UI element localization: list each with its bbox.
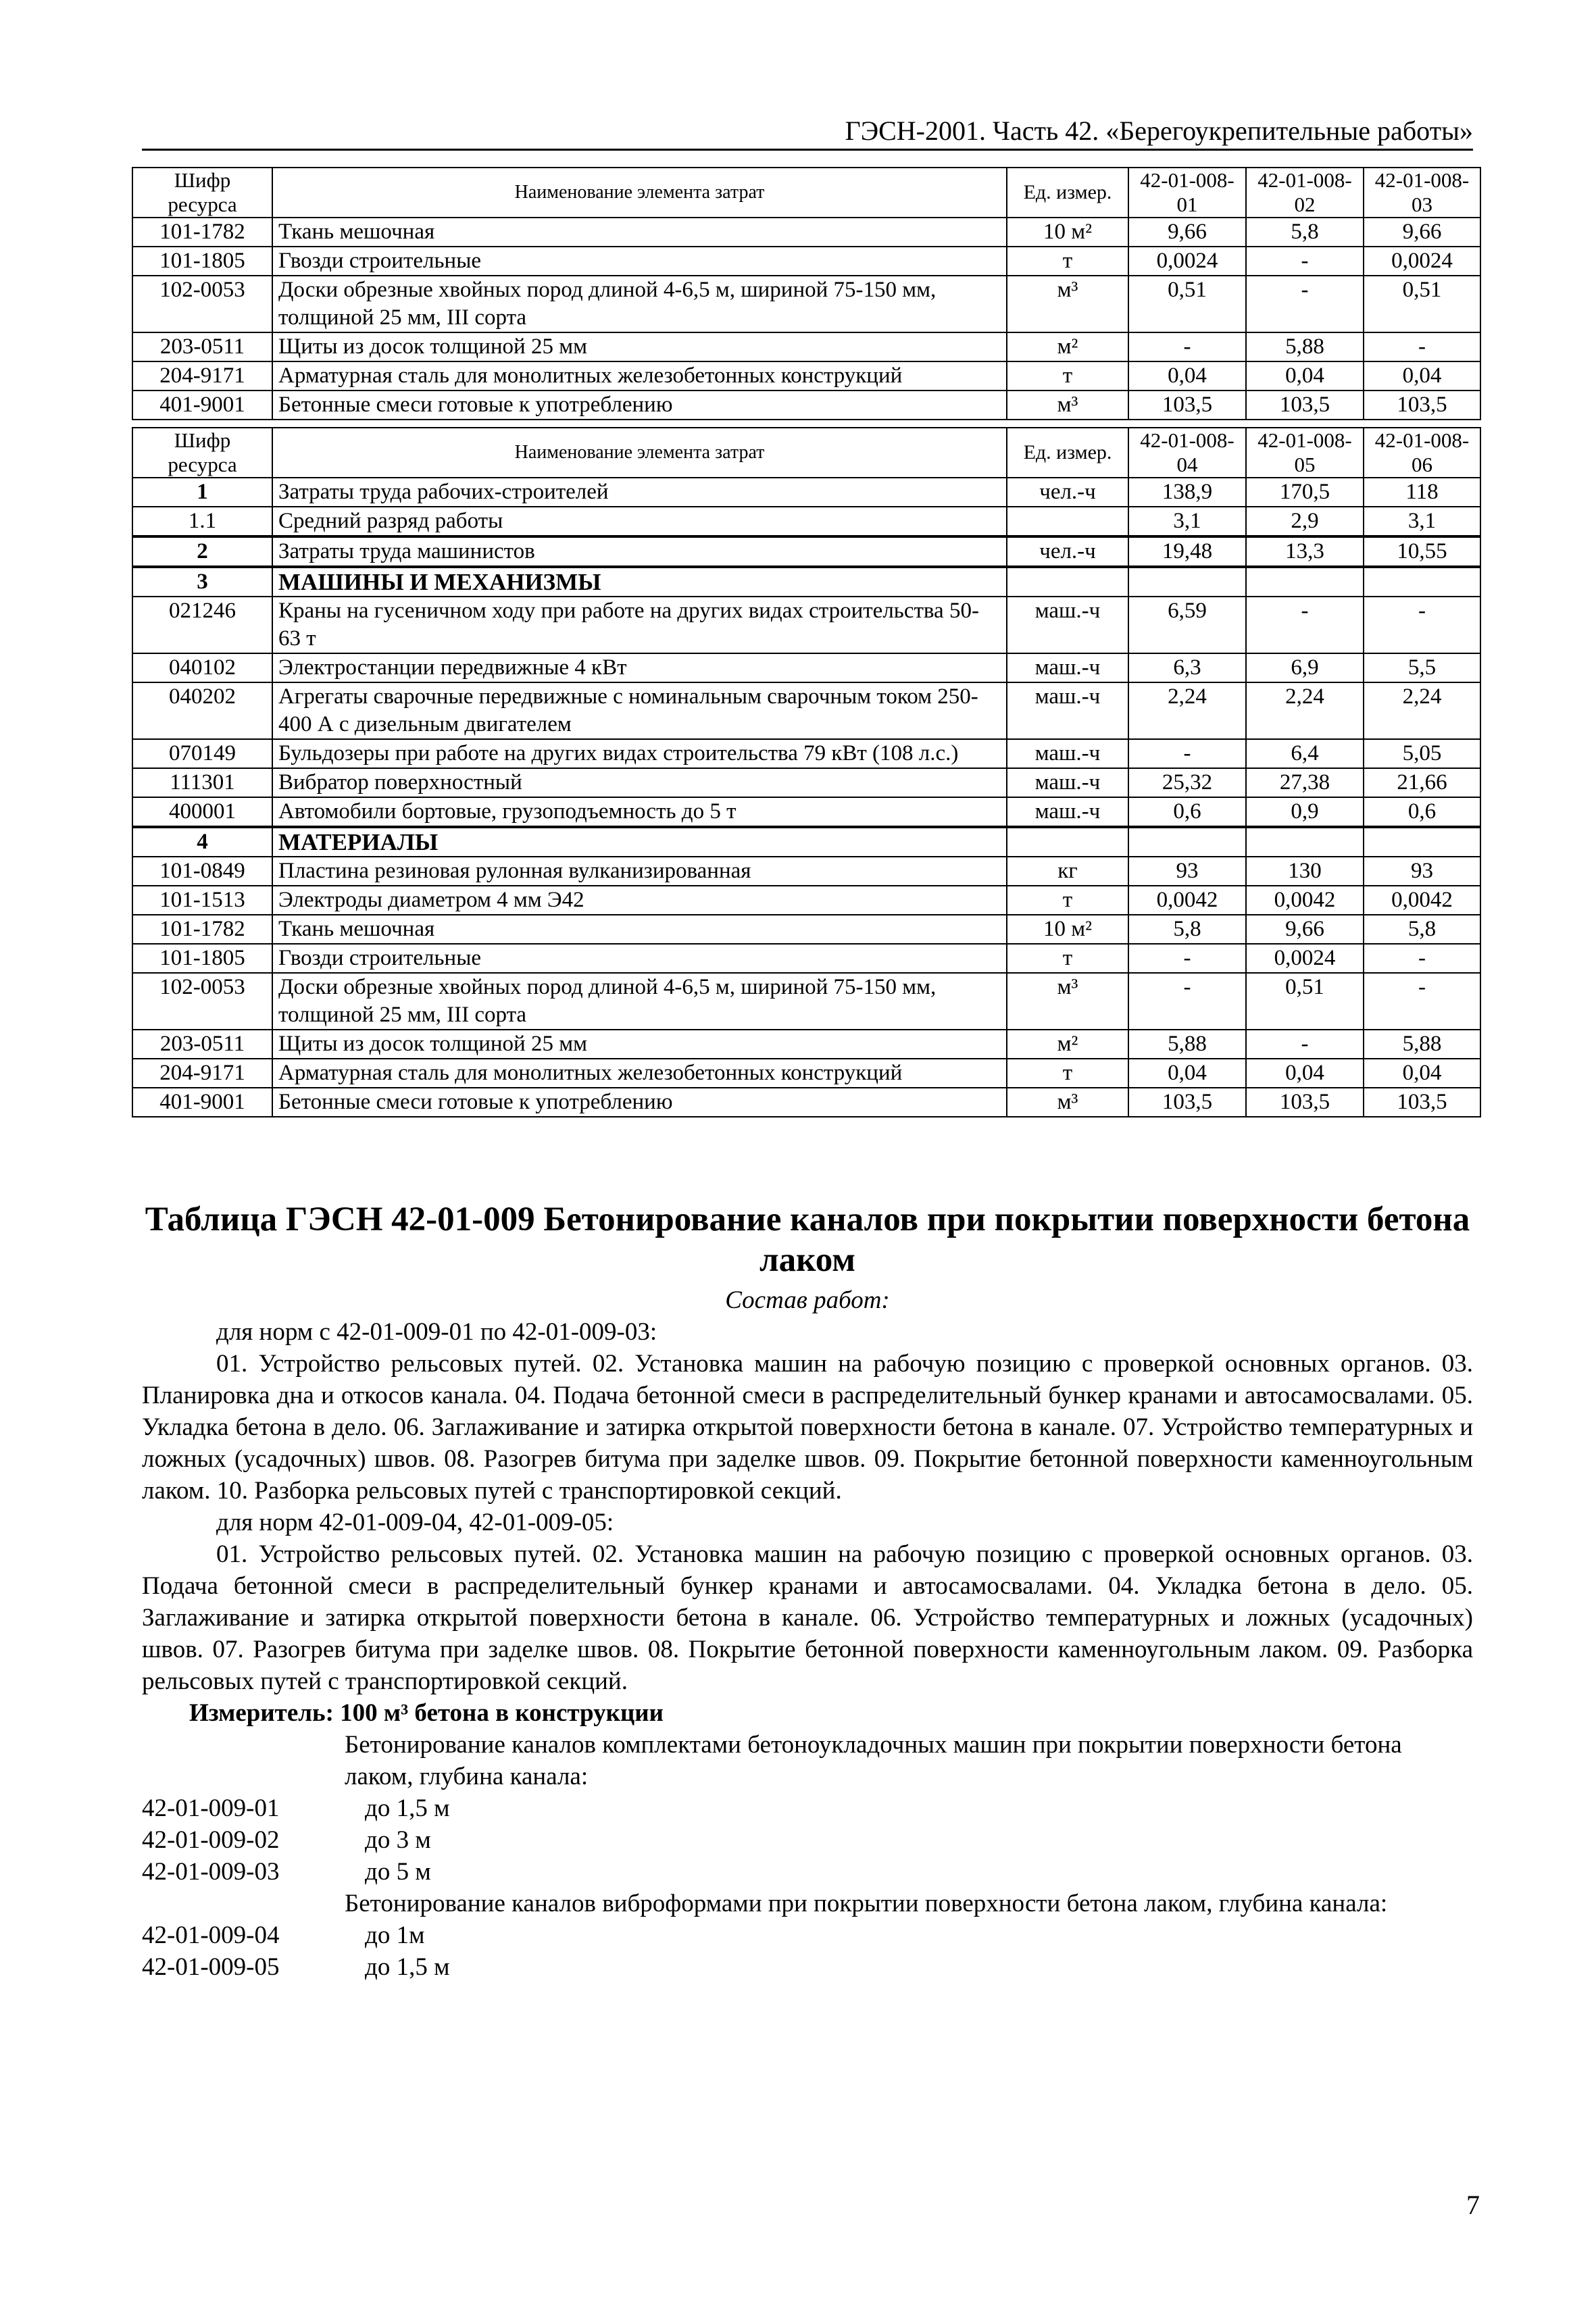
resource-code: 040202 <box>132 682 272 739</box>
value-col-2: 6,4 <box>1246 739 1364 768</box>
value-col-3: 3,1 <box>1364 507 1480 536</box>
resource-name: Электроды диаметром 4 мм Э42 <box>272 886 1007 915</box>
variant-code: 42-01-009-05 <box>142 1953 280 1981</box>
table-row <box>132 944 1480 973</box>
resource-code: 2 <box>132 536 272 567</box>
norms-1-lead: для норм с 42-01-009-01 по 42-01-009-03: <box>216 1318 657 1346</box>
header-norm-col-2: 42-01-008-02 <box>1246 168 1364 218</box>
section-row <box>132 827 1480 857</box>
resource-code: 102-0053 <box>132 973 272 1030</box>
header-unit: Ед. измер. <box>1007 168 1128 218</box>
value-col-2: 2,9 <box>1246 507 1364 536</box>
group-2-description: Бетонирование каналов виброформами при покрытии поверхности бетона лаком, глубина канала: <box>345 1890 1388 1917</box>
value-col-1: 6,59 <box>1128 597 1246 653</box>
value-col-2: 103,5 <box>1246 1088 1364 1117</box>
value-col-3: 21,66 <box>1364 768 1480 797</box>
resource-code: 203-0511 <box>132 1030 272 1059</box>
value-col-3: 0,04 <box>1364 361 1480 391</box>
table-row <box>132 653 1480 682</box>
group-2-list <box>142 1919 1473 1983</box>
page-number: 7 <box>1466 2190 1480 2220</box>
header-norm-col-3: 42-01-008-06 <box>1364 428 1480 478</box>
header-norm-col-1: 42-01-008-04 <box>1128 428 1246 478</box>
resource-unit: 10 м² <box>1007 218 1128 247</box>
header-name: Наименование элемента затрат <box>272 428 1007 478</box>
value-col-1: 103,5 <box>1128 391 1246 420</box>
variant-value: до 5 м <box>365 1858 431 1886</box>
resource-code: 1 <box>132 478 272 507</box>
variant-item <box>142 1792 1473 1824</box>
value-col-3: 103,5 <box>1364 391 1480 420</box>
resource-name: МАТЕРИАЛЫ <box>272 827 1007 857</box>
resource-unit <box>1007 507 1128 536</box>
resource-unit: м³ <box>1007 973 1128 1030</box>
value-col-3 <box>1364 827 1480 857</box>
norm-section <box>142 1199 1473 1983</box>
value-col-1: 103,5 <box>1128 1088 1246 1117</box>
table-row <box>132 797 1480 827</box>
resource-code: 401-9001 <box>132 391 272 420</box>
variant-item <box>142 1856 1473 1888</box>
resource-name: Щиты из досок толщиной 25 мм <box>272 332 1007 361</box>
resource-unit: м² <box>1007 332 1128 361</box>
section-row <box>132 567 1480 597</box>
header-norm-col-3: 42-01-008-03 <box>1364 168 1480 218</box>
value-col-1: 6,3 <box>1128 653 1246 682</box>
value-col-1: 0,0024 <box>1128 247 1246 276</box>
value-col-3: 0,6 <box>1364 797 1480 827</box>
value-col-2: - <box>1246 276 1364 332</box>
table-row <box>132 1088 1480 1117</box>
resource-unit <box>1007 567 1128 597</box>
value-col-2: 5,88 <box>1246 332 1364 361</box>
header-norm-col-2: 42-01-008-05 <box>1246 428 1364 478</box>
value-col-1: 0,0042 <box>1128 886 1246 915</box>
resource-name: Доски обрезные хвойных пород длиной 4-6,5 м, шириной 75-150 мм, толщиной 25 мм, III сорта <box>272 973 1007 1030</box>
resource-name: Затраты труда рабочих-строителей <box>272 478 1007 507</box>
table-header-row <box>132 428 1480 478</box>
resource-unit: м³ <box>1007 1088 1128 1117</box>
resource-name: Агрегаты сварочные передвижные с номинальным сварочным током 250-400 А с дизельным двигателем <box>272 682 1007 739</box>
value-col-2: 2,24 <box>1246 682 1364 739</box>
resource-unit: маш.-ч <box>1007 797 1128 827</box>
value-col-3: 5,5 <box>1364 653 1480 682</box>
value-col-1: 0,04 <box>1128 361 1246 391</box>
resource-name: Затраты труда машинистов <box>272 536 1007 567</box>
resource-name: Бульдозеры при работе на других видах строительства 79 кВт (108 л.с.) <box>272 739 1007 768</box>
resource-unit: чел.-ч <box>1007 478 1128 507</box>
resource-name: Средний разряд работы <box>272 507 1007 536</box>
resource-code: 401-9001 <box>132 1088 272 1117</box>
resource-code: 400001 <box>132 797 272 827</box>
value-col-2 <box>1246 567 1364 597</box>
table-row <box>132 218 1480 247</box>
value-col-1: 5,88 <box>1128 1030 1246 1059</box>
table-row <box>132 1059 1480 1088</box>
norms-1-text: 01. Устройство рельсовых путей. 02. Установка машин на рабочую позицию с проверкой основных органов. 03. Планировка дна и откосов канала. 04. Подача бетонной смеси в распределительный бункер кранами и автосамосвалами. 05. Укладка бетона в дело. 06. Заглаживание и затирка открытой поверхности бетона в канале. 07. Устройство температурных и ложных (усадочных) швов. 08. Разогрев битума при заделке швов. 09. Покрытие бетонной поверхности каменноугольным лаком. 10. Разборка рельсовых путей с транспортировкой секций. <box>142 1350 1473 1505</box>
resource-unit: т <box>1007 361 1128 391</box>
resource-unit: маш.-ч <box>1007 597 1128 653</box>
variant-code: 42-01-009-02 <box>142 1826 280 1854</box>
resource-unit: маш.-ч <box>1007 653 1128 682</box>
resource-name: Пластина резиновая рулонная вулканизированная <box>272 857 1007 886</box>
value-col-2: 27,38 <box>1246 768 1364 797</box>
value-col-2: 0,04 <box>1246 1059 1364 1088</box>
value-col-2: - <box>1246 597 1364 653</box>
table-row <box>132 478 1480 507</box>
table-row <box>132 739 1480 768</box>
resource-unit: т <box>1007 1059 1128 1088</box>
resource-name: Ткань мешочная <box>272 218 1007 247</box>
value-col-3: - <box>1364 597 1480 653</box>
variant-item <box>142 1919 1473 1951</box>
table-body <box>132 218 1480 420</box>
value-col-3: 5,05 <box>1364 739 1480 768</box>
value-col-1: 0,51 <box>1128 276 1246 332</box>
value-col-1 <box>1128 827 1246 857</box>
resource-code: 101-1782 <box>132 915 272 944</box>
value-col-1: - <box>1128 944 1246 973</box>
variant-code: 42-01-009-01 <box>142 1794 280 1822</box>
table-row <box>132 857 1480 886</box>
value-col-2: 6,9 <box>1246 653 1364 682</box>
resource-unit: м³ <box>1007 276 1128 332</box>
resource-code: 101-1513 <box>132 886 272 915</box>
variant-code: 42-01-009-03 <box>142 1858 280 1886</box>
value-col-3: 0,51 <box>1364 276 1480 332</box>
resource-code: 101-0849 <box>132 857 272 886</box>
resource-unit: м² <box>1007 1030 1128 1059</box>
table-body <box>132 478 1480 1117</box>
resource-name: Электростанции передвижные 4 кВт <box>272 653 1007 682</box>
value-col-1 <box>1128 567 1246 597</box>
value-col-3: 5,88 <box>1364 1030 1480 1059</box>
value-col-1: - <box>1128 739 1246 768</box>
resource-code: 102-0053 <box>132 276 272 332</box>
header-name: Наименование элемента затрат <box>272 168 1007 218</box>
resource-name: Автомобили бортовые, грузоподъемность до 5 т <box>272 797 1007 827</box>
value-col-3: 93 <box>1364 857 1480 886</box>
value-col-3: 0,04 <box>1364 1059 1480 1088</box>
resource-name: Гвозди строительные <box>272 247 1007 276</box>
resource-name: МАШИНЫ И МЕХАНИЗМЫ <box>272 567 1007 597</box>
section-title: Таблица ГЭСН 42-01-009 Бетонирование каналов при покрытии поверхности бетона лаком <box>145 1201 1470 1279</box>
value-col-2: 0,51 <box>1246 973 1364 1030</box>
value-col-1: 138,9 <box>1128 478 1246 507</box>
resource-unit: т <box>1007 944 1128 973</box>
resource-unit: м³ <box>1007 391 1128 420</box>
resource-unit: маш.-ч <box>1007 739 1128 768</box>
value-col-1: 2,24 <box>1128 682 1246 739</box>
value-col-2: 0,0042 <box>1246 886 1364 915</box>
value-col-1: - <box>1128 973 1246 1030</box>
resource-name: Бетонные смеси готовые к употреблению <box>272 1088 1007 1117</box>
value-col-2: 130 <box>1246 857 1364 886</box>
group-1-list <box>142 1792 1473 1888</box>
resource-table-008-04-06 <box>132 427 1481 1117</box>
resource-code: 203-0511 <box>132 332 272 361</box>
resource-name: Ткань мешочная <box>272 915 1007 944</box>
value-col-3: 9,66 <box>1364 218 1480 247</box>
value-col-3: 10,55 <box>1364 536 1480 567</box>
resource-name: Доски обрезные хвойных пород длиной 4-6,5 м, шириной 75-150 мм, толщиной 25 мм, III сорта <box>272 276 1007 332</box>
variant-value: до 1м <box>365 1921 425 1949</box>
resource-code: 070149 <box>132 739 272 768</box>
norms-2-lead: для норм 42-01-009-04, 42-01-009-05: <box>216 1509 614 1536</box>
table-row <box>132 536 1480 567</box>
group-1-description: Бетонирование каналов комплектами бетоноукладочных машин при покрытии поверхности бетона лаком, глубина канала: <box>345 1731 1402 1790</box>
resource-name: Бетонные смеси готовые к употреблению <box>272 391 1007 420</box>
table-row <box>132 332 1480 361</box>
measure-unit: Измеритель: 100 м³ бетона в конструкции <box>189 1699 664 1727</box>
table-row <box>132 247 1480 276</box>
header-code: Шифр ресурса <box>132 168 272 218</box>
variant-item <box>142 1951 1473 1983</box>
table-row <box>132 886 1480 915</box>
header-norm-col-1: 42-01-008-01 <box>1128 168 1246 218</box>
value-col-2: 0,04 <box>1246 361 1364 391</box>
value-col-2: 5,8 <box>1246 218 1364 247</box>
value-col-1: - <box>1128 332 1246 361</box>
value-col-3: 2,24 <box>1364 682 1480 739</box>
value-col-2: 9,66 <box>1246 915 1364 944</box>
value-col-1: 9,66 <box>1128 218 1246 247</box>
work-composition-heading: Состав работ: <box>725 1286 890 1314</box>
resource-name: Гвозди строительные <box>272 944 1007 973</box>
resource-unit: маш.-ч <box>1007 768 1128 797</box>
value-col-3: 0,0024 <box>1364 247 1480 276</box>
value-col-2: - <box>1246 1030 1364 1059</box>
table-row <box>132 276 1480 332</box>
value-col-3: 0,0042 <box>1364 886 1480 915</box>
variant-value: до 3 м <box>365 1826 431 1854</box>
resource-name: Арматурная сталь для монолитных железобетонных конструкций <box>272 1059 1007 1088</box>
resource-code: 040102 <box>132 653 272 682</box>
resource-unit: т <box>1007 886 1128 915</box>
table-row <box>132 915 1480 944</box>
variant-code: 42-01-009-04 <box>142 1921 280 1949</box>
value-col-1: 5,8 <box>1128 915 1246 944</box>
value-col-1: 3,1 <box>1128 507 1246 536</box>
variant-item <box>142 1824 1473 1856</box>
resource-name: Краны на гусеничном ходу при работе на других видах строительства 50-63 т <box>272 597 1007 653</box>
value-col-3: 118 <box>1364 478 1480 507</box>
resource-code: 204-9171 <box>132 1059 272 1088</box>
resource-unit <box>1007 827 1128 857</box>
table-row <box>132 361 1480 391</box>
header-unit: Ед. измер. <box>1007 428 1128 478</box>
value-col-2: - <box>1246 247 1364 276</box>
table-header-row <box>132 168 1480 218</box>
resource-unit: чел.-ч <box>1007 536 1128 567</box>
value-col-1: 0,6 <box>1128 797 1246 827</box>
resource-table-008-01-03 <box>132 167 1481 420</box>
resource-code: 101-1782 <box>132 218 272 247</box>
resource-unit: маш.-ч <box>1007 682 1128 739</box>
resource-code: 101-1805 <box>132 944 272 973</box>
value-col-2: 0,9 <box>1246 797 1364 827</box>
table-row <box>132 682 1480 739</box>
norms-2-text: 01. Устройство рельсовых путей. 02. Установка машин на рабочую позицию с проверкой основных органов. 03. Подача бетонной смеси в распределительный бункер кранами и автосамосвалами. 04. Укладка бетона в дело. 05. Заглаживание и затирка открытой поверхности бетона в канале. 06. Устройство температурных и ложных (усадочных) швов. 07. Разогрев битума при заделке швов. 08. Покрытие бетонной поверхности каменноугольным лаком. 09. Разборка рельсовых путей с транспортировкой секций. <box>142 1540 1473 1695</box>
value-col-3: 5,8 <box>1364 915 1480 944</box>
value-col-3 <box>1364 567 1480 597</box>
resource-unit: 10 м² <box>1007 915 1128 944</box>
value-col-3: - <box>1364 944 1480 973</box>
table-row <box>132 1030 1480 1059</box>
value-col-3: 103,5 <box>1364 1088 1480 1117</box>
resource-name: Арматурная сталь для монолитных железобетонных конструкций <box>272 361 1007 391</box>
value-col-2: 103,5 <box>1246 391 1364 420</box>
resource-name: Щиты из досок толщиной 25 мм <box>272 1030 1007 1059</box>
resource-name: Вибратор поверхностный <box>272 768 1007 797</box>
value-col-3: - <box>1364 332 1480 361</box>
value-col-1: 25,32 <box>1128 768 1246 797</box>
table-row <box>132 768 1480 797</box>
value-col-3: - <box>1364 973 1480 1030</box>
resource-code: 204-9171 <box>132 361 272 391</box>
resource-code: 3 <box>132 567 272 597</box>
value-col-2: 0,0024 <box>1246 944 1364 973</box>
value-col-2 <box>1246 827 1364 857</box>
resource-code: 1.1 <box>132 507 272 536</box>
resource-code: 111301 <box>132 768 272 797</box>
resource-unit: кг <box>1007 857 1128 886</box>
value-col-2: 13,3 <box>1246 536 1364 567</box>
table-row <box>132 973 1480 1030</box>
value-col-2: 170,5 <box>1246 478 1364 507</box>
variant-value: до 1,5 м <box>365 1953 450 1981</box>
table-row <box>132 507 1480 536</box>
header-code: Шифр ресурса <box>132 428 272 478</box>
resource-code: 021246 <box>132 597 272 653</box>
table-row <box>132 597 1480 653</box>
table-row <box>132 391 1480 420</box>
value-col-1: 0,04 <box>1128 1059 1246 1088</box>
value-col-1: 93 <box>1128 857 1246 886</box>
value-col-1: 19,48 <box>1128 536 1246 567</box>
running-header: ГЭСН-2001. Часть 42. «Берегоукрепительные работы» <box>142 115 1473 151</box>
variant-value: до 1,5 м <box>365 1794 450 1822</box>
resource-unit: т <box>1007 247 1128 276</box>
resource-code: 101-1805 <box>132 247 272 276</box>
resource-code: 4 <box>132 827 272 857</box>
